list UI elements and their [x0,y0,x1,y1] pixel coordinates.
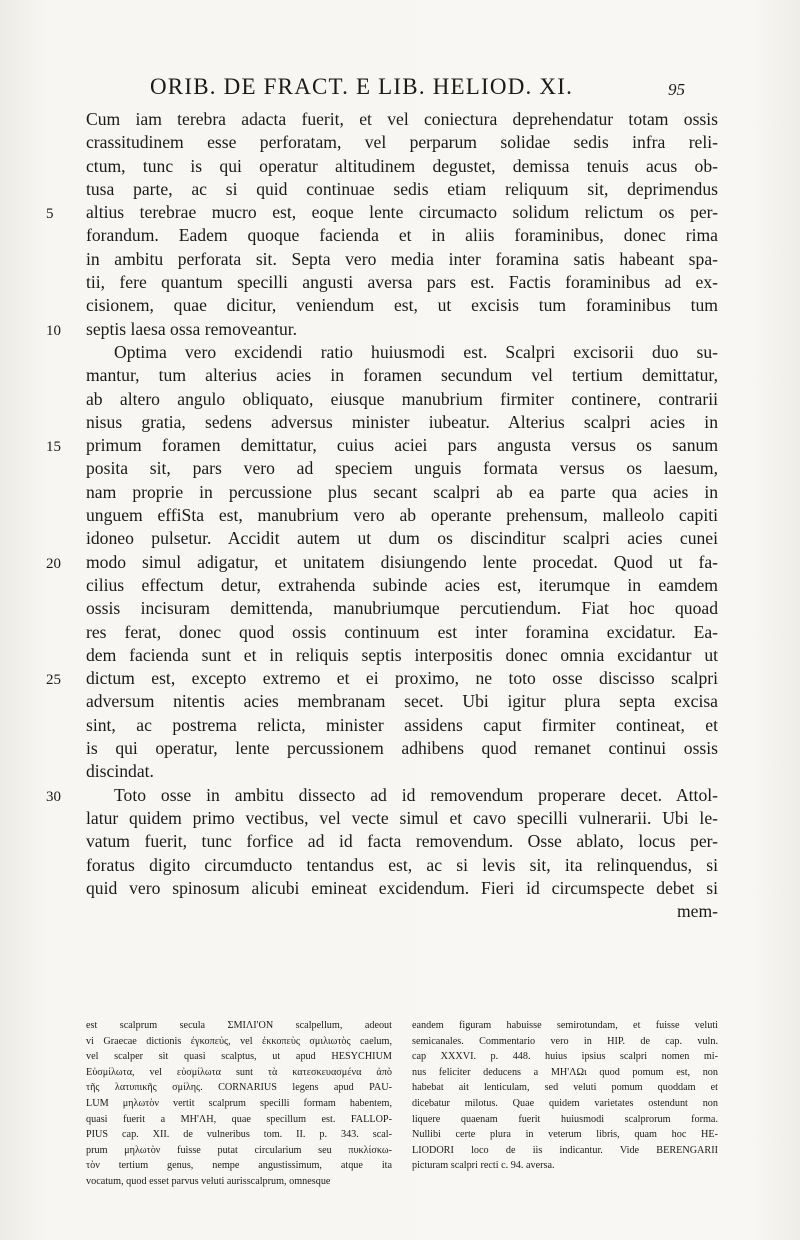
text-line [86,341,718,364]
line-number: 15 [46,439,61,456]
text-line [46,318,718,341]
line-text: latur quidem primo vectibus, vel vecte simul et cavo specilli vulnerarii. Ubi le- [86,807,718,828]
line-number: 30 [46,788,61,805]
footnote-column-right [412,1018,718,1190]
line-text: Optima vero excidendi ratio huiusmodi est. Scalpri excisorii duo su- [114,341,718,362]
text-line [86,830,718,853]
footnote-line: LIODORI loco de iis indicantur. Vide BERENGARII [412,1144,718,1156]
footnote-line: dicebatur milotus. Quae quidem varietates ostendunt non [412,1097,718,1109]
line-number: 5 [46,206,54,223]
text-line [86,690,718,713]
text-line [86,737,718,760]
line-text: foratus digito circumducto tentandus est, ac si levis sit, ita relinquendus, si [86,854,718,875]
line-text: unguem effiSta est, manubrium vero ab operante prehensum, malleolo capiti [86,505,718,526]
line-text: altius terebrae mucro est, eoque lente circumacto solidum relictum os per- [86,202,718,223]
footnote-line: prum μηλωτὸν fuisse putat circularium seu πυκλίσκω- [86,1144,392,1156]
text-line [86,574,718,597]
text-line [86,597,718,620]
footnote-line: Nullibi certe plura in veterum libris, quam hoc HE- [412,1129,718,1141]
footnote-line: vi Graecae dictionis ἐγκοπεύς, vel ἐκκοπεὺς σμιλιωτὸς caelum, [86,1035,392,1047]
main-text [46,108,718,923]
text-line [86,224,718,247]
footnote-line: eandem figuram habuisse semirotundam, et fuisse veluti [412,1020,718,1031]
line-text: res ferat, donec quod ossis continuum est inter foramina excidatur. Ea- [86,621,718,642]
footnote-line: vocatum, quod esset parvus veluti aurisscalprum, omnesque [86,1175,331,1187]
line-number: 25 [46,672,61,689]
line-text: tusa parte, ac si quid continuae sedis etiam reliquum sit, deprimendus [86,178,718,199]
text-line [86,248,718,271]
line-text: primum foramen demittatur, cuius aciei pars angusta versus os sanum [86,435,718,456]
footnote-line: Εὐσμίλωτα, vel εὐσμίλωτα sunt τὰ κατεσκευασμένα ἀπὸ [86,1066,392,1078]
line-text: Cum iam terebra adacta fuerit, et vel coniectura deprehendatur totam ossis [86,109,718,129]
text-line [86,644,718,667]
line-number: 10 [46,322,61,339]
footnote-column-left [86,1018,392,1190]
footnote-line: τὸν tertium genus, nempe angustissimum, atque ita [86,1160,392,1172]
text-line [46,434,718,457]
text-line [86,621,718,644]
line-text: ctum, tunc is qui operatur altitudinem degustet, demissa tenuis acus ob- [86,155,718,176]
line-text: nisus gratia, sedens adversus minister iubeatur. Alterius scalpri acies in [86,411,718,432]
line-text: dictum est, excepto extremo et ei proximo, ne toto osse discisso scalpri [86,668,718,689]
text-line [86,108,718,131]
line-text: quid vero spinosum alicubi emineat excidendum. Fieri id circumspecte debet si [86,877,718,898]
line-text: ab altero angulo obliquato, eiusque manubrium firmiter continere, contrarii [86,388,718,409]
line-text: cilius effectum detur, extrahenda subinde acies est, iterumque in eamdem [86,574,718,595]
footnote-line: picturam scalpri recti c. 94. aversa. [412,1160,555,1172]
line-text: vatum fuerit, tunc forfice ad id facta removendum. Osse ablato, locus per- [86,831,718,852]
footnote-line: nus feliciter deducens a MH'ΛΩι quod pomum est, non [412,1066,718,1078]
text-line [86,294,718,317]
line-text: in ambitu perforata sit. Septa vero media inter foramina satis habeant spa- [86,248,718,269]
line-number: 20 [46,555,61,572]
text-line [86,854,718,877]
line-text: nam proprie in percussione plus secant scalpri ab ea parte qua acies in [86,481,718,502]
text-line [86,877,718,900]
text-line [46,201,718,224]
text-line [86,760,718,783]
footnotes [86,1018,718,1190]
text-line [46,667,718,690]
footnote-line: vel scalper sit quasi scalptus, ut apud HESYCHIUM [86,1051,392,1063]
line-text: idoneo pulsetur. Accidit autem ut dum os discinditur scalpri acies cunei [86,528,718,549]
line-text: Toto osse in ambitu dissecto ad id removendum properare decet. Attol- [114,784,718,805]
footnote-line: PIUS cap. XII. de vulneribus tom. II. p. 343. scal- [86,1129,392,1141]
text-line [86,457,718,480]
catchword: mem- [676,901,718,922]
text-line [86,714,718,737]
line-text: sint, ac postrema relicta, minister assidens caput firmiter contineat, et [86,714,718,735]
text-line [86,481,718,504]
line-text: tii, fere quantum specilli angusti aversa pars est. Factis foraminibus ad ex- [86,272,718,293]
text-line [86,271,718,294]
text-line [86,411,718,434]
footnote-line: semicanales. Commentario vero in HIP. de cap. vuln. [412,1035,718,1047]
footnote-line: habebat ait lenticulam, sed veluti pomum quoddam et [412,1082,718,1094]
line-text: modo simul adigatur, et unitatem disiungendo lente procedat. Quod ut fa- [86,551,718,572]
running-head: ORIB. DE FRACT. E LIB. HELIOD. XI. [150,74,574,99]
footnote-line: liquere quaenam fuerit huiusmodi scalprorum forma. [412,1113,718,1125]
text-line [86,131,718,154]
line-text: adversum nitentis acies membranam secet. Ubi igitur plura septa excisa [86,691,718,712]
text-line [86,388,718,411]
line-text: mantur, tum alterius acies in foramen secundum vel tertium demittatur, [86,365,718,386]
text-line [86,504,718,527]
line-text: septis laesa ossa removeantur. [86,318,298,339]
line-text: dem facienda sunt et in reliquis septis interpositis donec omnia excidantur ut [86,644,718,665]
footnote-line: LUM μηλωτὸν vertit scalprum specilli formam habentem, [86,1097,392,1109]
line-text: posita sit, pars vero ad speciem unguis formata versus os laesum, [86,458,718,479]
footnote-line: τῆς λατυπικῆς σμίλης. CORNARIUS legens apud PAU- [86,1082,392,1094]
text-line [86,807,718,830]
text-line [86,178,718,201]
text-line [46,551,718,574]
line-text: crassitudinem esse perforatam, vel perparum solidae sedis infra reli- [86,132,718,153]
text-line [86,364,718,387]
footnote-line: quasi fuerit a MH'ΛΗ, quae specillum est. FALLOP- [86,1113,392,1125]
line-text: cisionem, quae dicitur, veniendum est, ut excisis tum foraminibus tum [86,295,718,316]
line-text: forandum. Eadem quoque facienda et in aliis foraminibus, donec rima [86,225,718,246]
text-line [86,527,718,550]
line-text: is qui operatur, lente percussionem adhibens quod remanet continui ossis [86,738,718,759]
line-text: discindat. [86,761,154,782]
text-line [86,155,718,178]
line-text: ossis incisuram demittenda, manubriumque percutiendum. Fiat hoc quoad [86,598,718,619]
footnote-line: est scalprum secula ΣΜΙΛΙ'ΟΝ scalpellum, adeout [86,1020,392,1031]
footnote-line: cap XXXVI. p. 448. huius ipsius scalpri nomen mi- [412,1051,718,1063]
text-line [46,784,718,807]
page-number: 95 [668,80,685,99]
